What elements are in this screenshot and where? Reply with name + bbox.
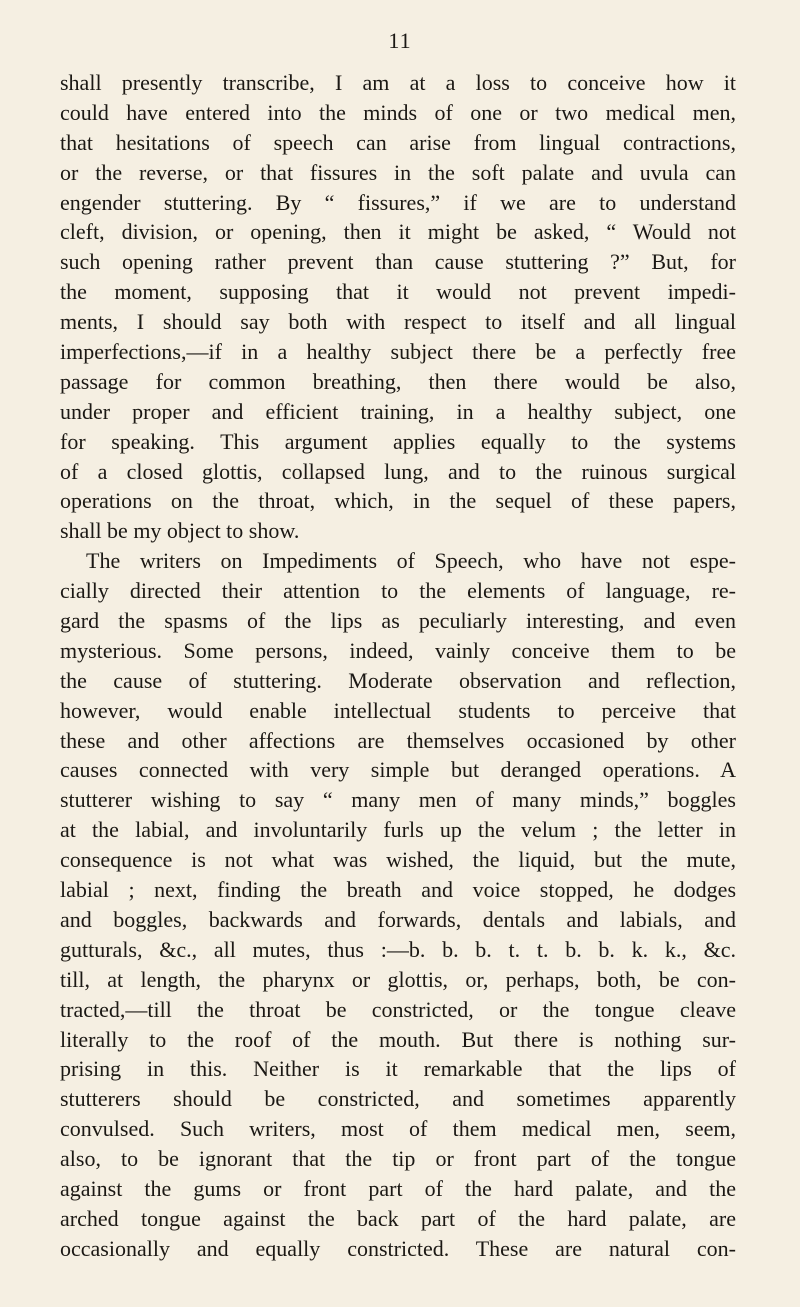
text-line: imperfections,—if in a healthy subject there be a perfectly free [60,339,736,365]
text-line: the cause of stuttering. Moderate observation and reflection, [60,667,736,693]
text-line: prising in this. Neither is it remarkable that the lips of [60,1056,736,1082]
text-line: cleft, division, or opening, then it might be asked, “ Would not [60,219,736,245]
paragraph-end-line: shall be my object to show. [60,518,300,544]
text-line: also, to be ignorant that the tip or front part of the tongue [60,1146,736,1172]
text-line: till, at length, the pharynx or glottis, or, perhaps, both, be con- [60,966,736,992]
text-line: occasionally and equally constricted. These are natural con- [60,1235,736,1261]
text-line: cially directed their attention to the elements of language, re- [60,578,736,604]
text-line: or the reverse, or that fissures in the soft palate and uvula can [60,159,736,185]
text-line: and boggles, backwards and forwards, dentals and labials, and [60,906,736,932]
text-line: causes connected with very simple but deranged operations. A [60,757,736,783]
text-line: convulsed. Such writers, most of them medical men, seem, [60,1116,736,1142]
text-line: such opening rather prevent than cause stuttering ?” But, for [60,249,736,275]
text-line: however, would enable intellectual students to perceive that [60,697,736,723]
text-line: passage for common breathing, then there would be also, [60,368,736,394]
text-line: for speaking. This argument applies equally to the systems [60,428,736,454]
text-line: arched tongue against the back part of the hard palate, are [60,1205,736,1231]
text-line: tracted,—till the throat be constricted, or the tongue cleave [60,996,736,1022]
text-line: under proper and efficient training, in a healthy subject, one [60,398,736,424]
text-line: labial ; next, finding the breath and voice stopped, he dodges [60,877,736,903]
text-line: the moment, supposing that it would not prevent impedi- [60,279,736,305]
text-line: ments, I should say both with respect to itself and all lingual [60,309,736,335]
text-line: at the labial, and involuntarily furls up the velum ; the letter in [60,817,736,843]
text-line: consequence is not what was wished, the liquid, but the mute, [60,847,736,873]
text-line: literally to the roof of the mouth. But there is nothing sur- [60,1026,736,1052]
text-line: against the gums or front part of the hard palate, and the [60,1175,736,1201]
text-line: of a closed glottis, collapsed lung, and to the ruinous surgical [60,458,736,484]
text-line: mysterious. Some persons, indeed, vainly conceive them to be [60,637,736,663]
text-line: could have entered into the minds of one or two medical men, [60,99,736,125]
text-line: gard the spasms of the lips as peculiarly interesting, and even [60,608,736,634]
text-line: that hesitations of speech can arise from lingual contractions, [60,129,736,155]
paragraph-first-line: The writers on Impediments of Speech, who have not espe- [86,548,736,574]
text-line: these and other affections are themselves occasioned by other [60,727,736,753]
text-line: gutturals, &c., all mutes, thus :—b. b. b. t. t. b. b. k. k., &c. [60,936,736,962]
page-number: 11 [388,28,412,53]
text-line: engender stuttering. By “ fissures,” if we are to understand [60,189,736,215]
text-line: shall presently transcribe, I am at a loss to conceive how it [60,70,736,95]
text-line: operations on the throat, which, in the sequel of these papers, [60,488,736,514]
text-line: stutterer wishing to say “ many men of many minds,” boggles [60,787,736,813]
text-line: stutterers should be constricted, and sometimes apparently [60,1086,736,1112]
body-text [60,68,736,1264]
